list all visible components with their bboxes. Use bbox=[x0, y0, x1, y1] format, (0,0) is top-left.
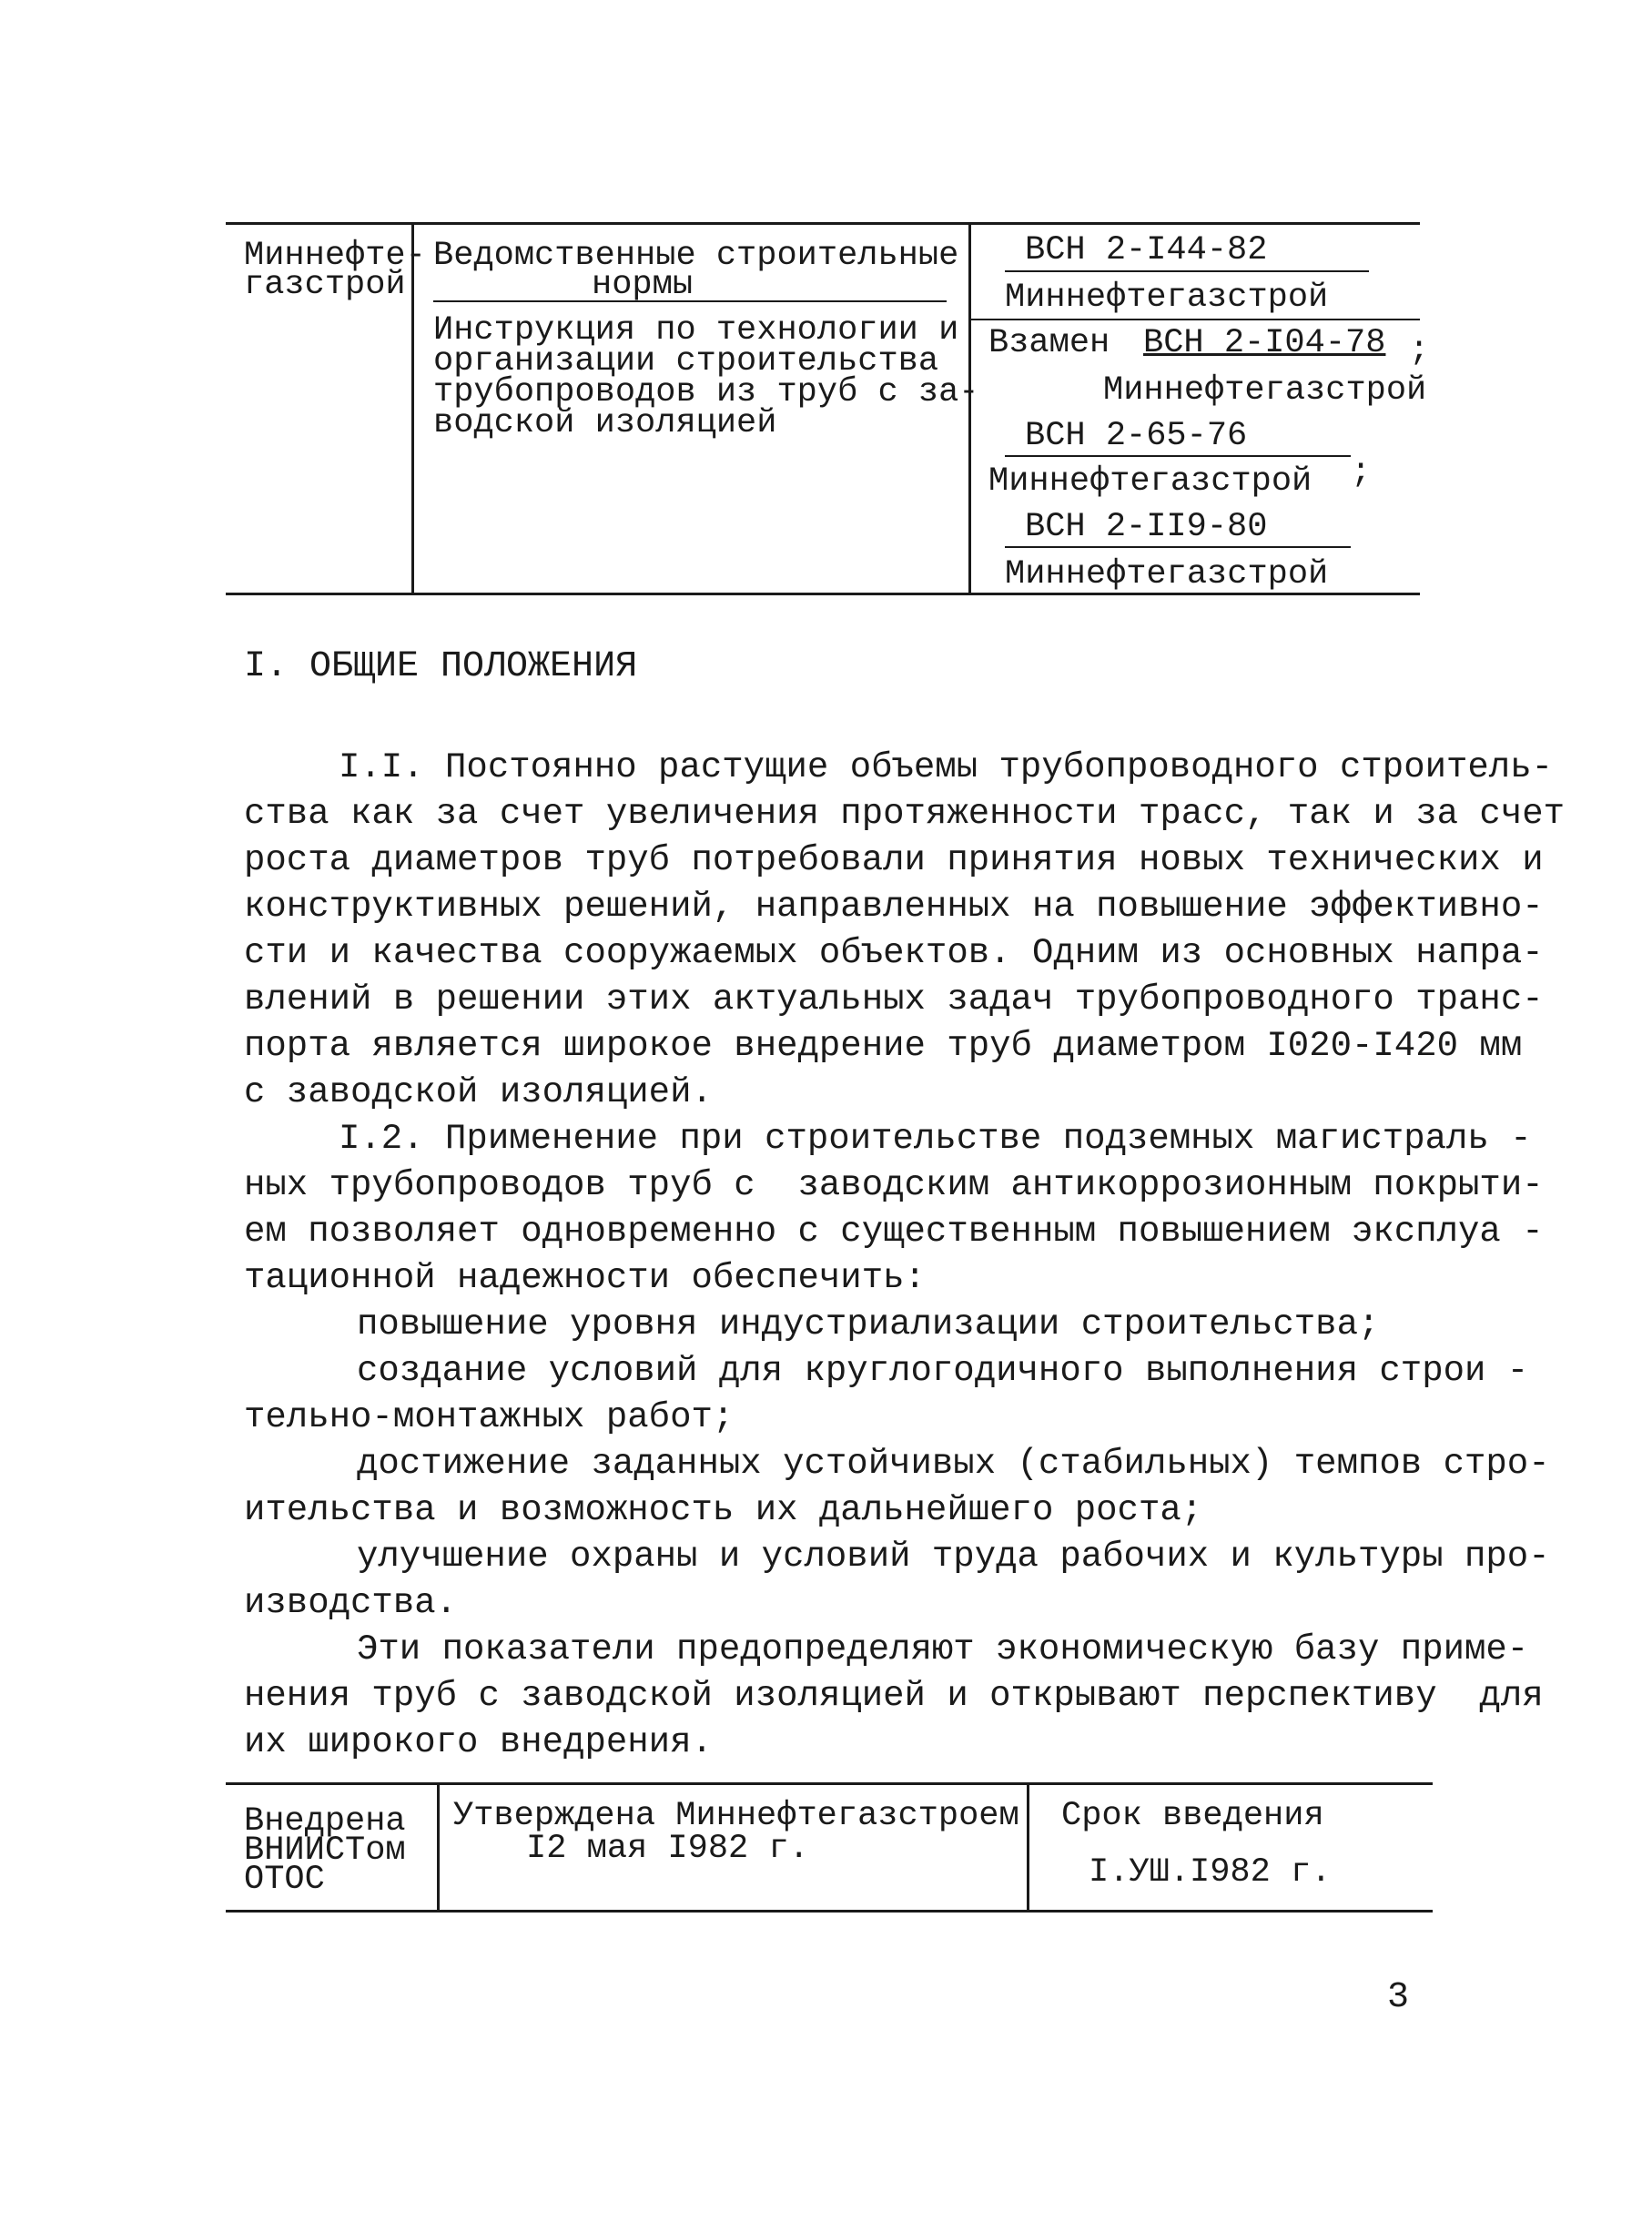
introduced-line-1: Внедрена bbox=[244, 1802, 406, 1841]
doc-title-line-3: трубопроводов из труб с за- bbox=[433, 373, 979, 411]
doc-title-line-1: Инструкция по технологии и bbox=[433, 311, 959, 350]
section-title: I. ОБЩИЕ ПОЛОЖЕНИЯ bbox=[244, 646, 638, 687]
page-number: 3 bbox=[1387, 1977, 1410, 2018]
approved-line-2: I2 мая I982 г. bbox=[526, 1830, 809, 1868]
p2-line-3: ем позволяет одновременно с существенным повышением эксплуа - bbox=[244, 1212, 1544, 1252]
list-item-1 bbox=[244, 1302, 1432, 1348]
replaced-sep-2: ; bbox=[1351, 453, 1372, 492]
p2-line-2: ных трубопроводов труб с заводским антикоррозионным покрыти- bbox=[244, 1165, 1544, 1205]
replaced-code-3: ВСН 2-II9-80 bbox=[1025, 508, 1268, 546]
footer-col-divider-2 bbox=[1027, 1782, 1029, 1911]
p1-line-3: роста диаметров труб потребовали принятия новых технических и bbox=[244, 840, 1544, 880]
footer-top-rule bbox=[226, 1782, 1433, 1785]
list-item-4 bbox=[244, 1534, 1550, 1627]
replaced-code-3-rule bbox=[1005, 546, 1351, 548]
p1-line-1: I.I. Постоянно растущие объемы трубопроводного строитель- bbox=[339, 747, 1554, 787]
replaced-sep-1: ; bbox=[1409, 331, 1430, 370]
replaced-code-2-rule bbox=[1005, 455, 1351, 457]
footer-bottom-rule bbox=[226, 1910, 1433, 1913]
replaced-org-2: Миннефтегазстрой bbox=[988, 462, 1312, 501]
item3-line-1: достижение заданных устойчивых (стабильных) темпов стро- bbox=[357, 1444, 1550, 1484]
p2-line-4: тационной надежности обеспечить: bbox=[244, 1258, 926, 1298]
replaced-org-1: Миннефтегазстрой bbox=[1103, 371, 1427, 410]
p3-line-1: Эти показатели предопределяют экономическую базу приме- bbox=[357, 1629, 1529, 1669]
doc-title-line-2: организации строительства bbox=[433, 342, 939, 380]
doc-title-line-4: водской изоляцией bbox=[433, 404, 777, 442]
doc-type-line-2: нормы bbox=[592, 266, 694, 304]
replaces-label: Взамен bbox=[988, 324, 1110, 362]
effective-date: I.УШ.I982 г. bbox=[1089, 1853, 1332, 1892]
doc-code: ВСН 2-I44-82 bbox=[1025, 231, 1268, 269]
item2-line-1: создание условий для круглогодичного выполнения строи - bbox=[357, 1351, 1529, 1391]
list-item-3 bbox=[244, 1441, 1550, 1534]
p2-line-1: I.2. Применение при строительстве подземных магистраль - bbox=[339, 1119, 1532, 1159]
paragraph-1-1 bbox=[244, 745, 1566, 1116]
p3-line-2: нения труб с заводской изоляцией и открывают перспективу для bbox=[244, 1676, 1544, 1716]
org-line-2: газстрой bbox=[244, 266, 406, 304]
p1-line-7: порта является широкое внедрение труб диаметром I020-I420 мм bbox=[244, 1026, 1523, 1066]
org-line-1: Миннефте- bbox=[244, 237, 426, 275]
list-item-2 bbox=[244, 1348, 1529, 1441]
p1-line-4: конструктивных решений, направленных на повышение эффективно- bbox=[244, 887, 1544, 927]
item1-line-1: повышение уровня индустриализации строительства; bbox=[357, 1304, 1380, 1344]
item2-line-2: тельно-монтажных работ; bbox=[244, 1397, 735, 1437]
p1-line-8: с заводской изоляцией. bbox=[244, 1072, 713, 1112]
introduced-line-2: ВНИИСТом bbox=[244, 1831, 406, 1870]
replaced-org-3: Миннефтегазстрой bbox=[1005, 555, 1329, 594]
replaced-code-2: ВСН 2-65-76 bbox=[1025, 417, 1248, 455]
approved-line-1: Утверждена Миннефтегазстроем bbox=[453, 1797, 1019, 1835]
p1-line-2: ства как за счет увеличения протяженности трасс, так и за счет bbox=[244, 794, 1566, 834]
footer-col-divider-1 bbox=[437, 1782, 440, 1911]
p1-line-5: сти и качества сооружаемых объектов. Одним из основных напра- bbox=[244, 933, 1544, 973]
p3-line-3: их широкого внедрения. bbox=[244, 1722, 713, 1762]
doc-type-line-1: Ведомственные строительные bbox=[433, 237, 959, 275]
effective-label: Срок введения bbox=[1061, 1797, 1324, 1835]
item4-line-2: изводства. bbox=[244, 1583, 458, 1623]
p1-line-6: влений в решении этих актуальных задач трубопроводного транс- bbox=[244, 979, 1544, 1020]
header-col-divider-1 bbox=[411, 222, 414, 594]
replaced-code-1: ВСН 2-I04-78 bbox=[1143, 324, 1386, 362]
item3-line-2: ительства и возможность их дальнейшего роста; bbox=[244, 1490, 1203, 1530]
paragraph-1-2 bbox=[244, 1116, 1544, 1302]
header-right-divider bbox=[968, 319, 1420, 320]
header-top-rule bbox=[226, 222, 1420, 225]
introduced-line-3: ОТОС bbox=[244, 1861, 325, 1899]
item4-line-1: улучшение охраны и условий труда рабочих и культуры про- bbox=[357, 1537, 1550, 1577]
doc-code-org: Миннефтегазстрой bbox=[1005, 279, 1329, 317]
doc-code-rule bbox=[1005, 270, 1369, 272]
paragraph-3 bbox=[244, 1627, 1544, 1766]
